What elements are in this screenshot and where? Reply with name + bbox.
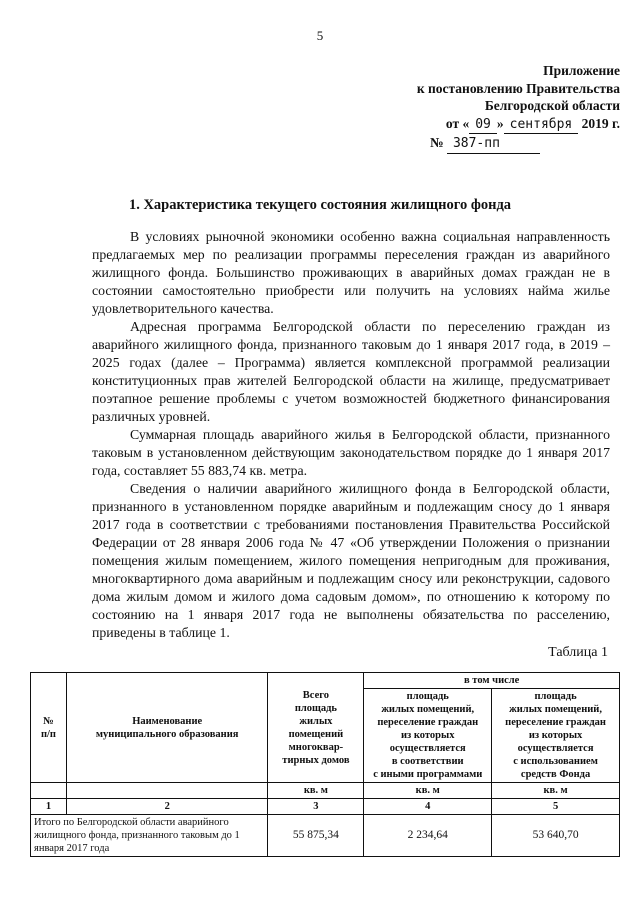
date-month: сентября	[504, 116, 579, 135]
body-text	[92, 228, 610, 642]
appendix-region: Белгородской области	[484, 98, 620, 113]
col-number: 3	[268, 799, 364, 815]
col-number: 5	[492, 799, 620, 815]
paragraph-2: Адресная программа Белгородской области по переселению граждан из аварийного жилищного фонда, признанного таковым до 1 января 2017 года, в 2019 – 2025 годах (далее – Программа) является комплексной программой реализации конституционных прав жителей Белгородской области на жилище, предусматривает поэтапное решение проблемы с учетом возможностей бюджетного финансирования различных уровней.	[92, 319, 610, 424]
paragraph-4: Сведения о наличии аварийного жилищного фонда в Белгородской области, признанного в установленном порядке аварийным и подлежащим сносу до 1 января 2017 года в соответствии с требованиями постановления Правительства Российской Федерации от 28 января 2006 года № 47 «Об утверждении Положения о признании помещения жилым помещением, жилого помещения непригодным для проживания, многоквартирного дома аварийным и подлежащим сносу или реконструкции, садового дома жилым домом и жилого дома садовым домом», по отношению к которому по состоянию на 1 января 2017 года не выполнены обязательства по расселению, приведены в таблице 1.	[92, 481, 610, 640]
header-total: Всего площадь жилых помещений многоквар- тирных домов	[268, 673, 364, 783]
table-row	[31, 815, 620, 857]
page-number: 5	[316, 28, 324, 43]
housing-table	[30, 672, 620, 857]
appendix-title: Приложение	[543, 63, 620, 78]
column-number-row	[31, 799, 620, 815]
unit-other: кв. м	[364, 783, 492, 799]
paragraph-3: Суммарная площадь аварийного жилья в Белгородской области, признанного таковым в установленном действующим законодательством порядке до 1 января 2017 года, составляет 55 883,74 кв. метра.	[92, 427, 610, 478]
header-name: Наименование муниципального образования	[66, 673, 268, 783]
total-row-fund: 53 640,70	[492, 815, 620, 857]
date-year: 2019 г.	[581, 115, 620, 131]
appendix-block	[360, 62, 620, 154]
number-prefix: №	[430, 135, 444, 150]
header-num: № п/п	[31, 673, 67, 783]
appendix-decree: к постановлению Правительства	[416, 80, 620, 96]
number-value: 387-пп	[447, 135, 540, 154]
appendix-date	[360, 115, 620, 135]
header-group: в том числе	[364, 673, 620, 689]
appendix-number	[360, 134, 620, 154]
unit-empty-1	[31, 783, 67, 799]
unit-total: кв. м	[268, 783, 364, 799]
date-day: 09	[469, 116, 497, 135]
col-number: 1	[31, 799, 67, 815]
date-prefix: от «	[445, 115, 470, 131]
unit-empty-2	[66, 783, 268, 799]
date-mid: »	[496, 115, 504, 131]
col-number: 4	[364, 799, 492, 815]
col-number: 2	[66, 799, 268, 815]
header-other: площадь жилых помещений, переселение граждан из которых осуществляется в соответствии с иными программами	[364, 689, 492, 783]
header-fund: площадь жилых помещений, переселение граждан из которых осуществляется с использованием средств Фонда	[492, 689, 620, 783]
total-row-other: 2 234,64	[364, 815, 492, 857]
section-heading: 1. Характеристика текущего состояния жилищного фонда	[128, 197, 512, 213]
paragraph-1: В условиях рыночной экономики особенно важна социальная направленность предлагаемых мер по реализации программы переселения граждан из аварийного жилищного фонда. Большинство проживающих в аварийных домах граждан не в состоянии самостоятельно приобрести или получить на условиях найма жилье удовлетворительного качества.	[92, 229, 610, 316]
total-row-total: 55 875,34	[268, 815, 364, 857]
unit-fund: кв. м	[492, 783, 620, 799]
table-caption: Таблица 1	[548, 645, 608, 660]
total-row-name: Итого по Белгородской области аварийного жилищного фонда, признанного таковым до 1 января 2017 года	[31, 815, 268, 857]
